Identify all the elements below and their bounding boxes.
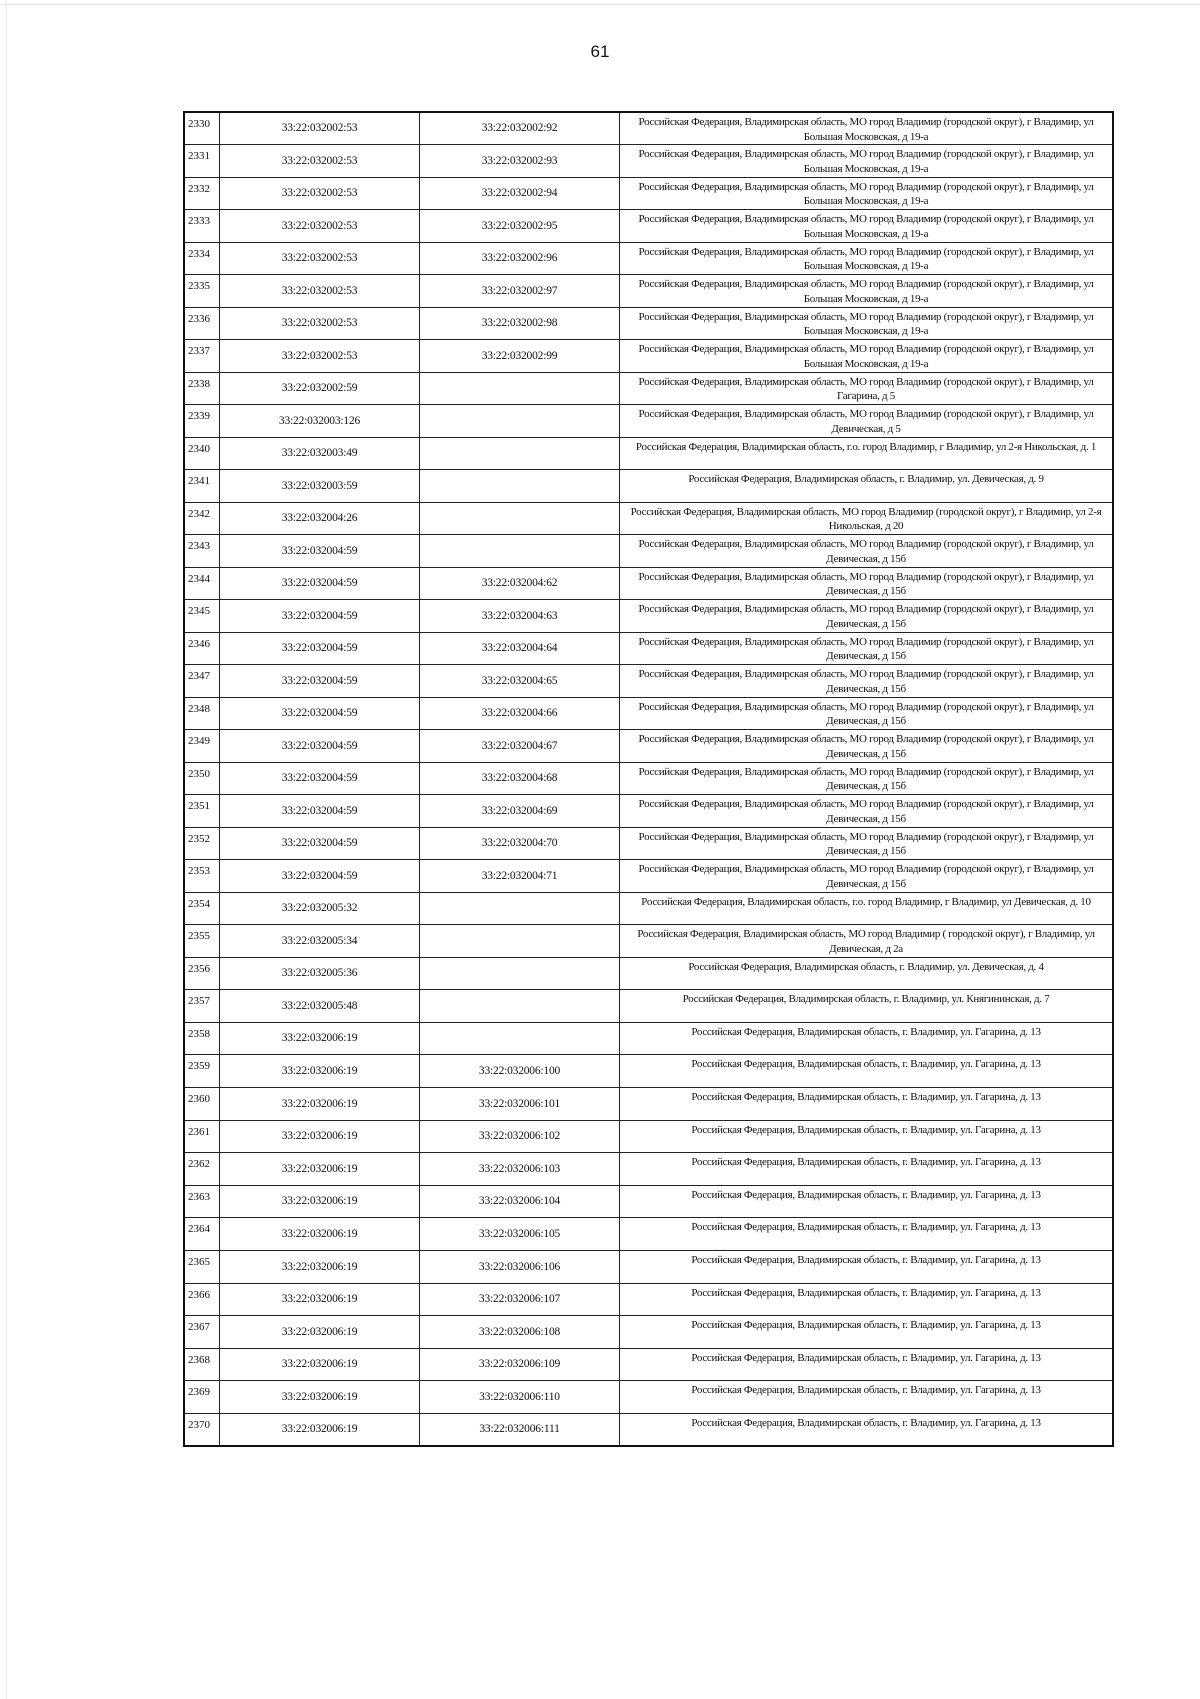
sub-object-number-cell [420,957,620,990]
table-row [184,990,1113,1023]
table-row [184,1022,1113,1055]
table-row [184,730,1113,763]
table-row [184,795,1113,828]
address-cell: Российская Федерация, Владимирская область, МО город Владимир (городской округ), г Владимир, ул Девическая, д 15б [620,697,1114,730]
sub-object-number-cell: 33:22:032004:63 [420,600,620,633]
address-cell: Российская Федерация, Владимирская область, г. Владимир, ул. Гагарина, д. 13 [620,1120,1114,1153]
table-row [184,567,1113,600]
sub-object-number-cell: 33:22:032004:69 [420,795,620,828]
scan-edge-top [0,4,1200,5]
sub-object-number-cell: 33:22:032002:93 [420,145,620,178]
cadastral-number-cell: 33:22:032006:19 [220,1348,420,1381]
cadastral-number-cell: 33:22:032004:59 [220,535,420,568]
row-number-cell: 2340 [184,437,220,470]
address-cell: Российская Федерация, Владимирская область, МО город Владимир (городской округ), г Владимир, ул Девическая, д 15б [620,730,1114,763]
cadastral-number-cell: 33:22:032004:59 [220,600,420,633]
sub-object-number-cell: 33:22:032006:109 [420,1348,620,1381]
cadastral-number-cell: 33:22:032006:19 [220,1316,420,1349]
address-cell: Российская Федерация, Владимирская область, г. Владимир, ул. Девическая, д. 4 [620,957,1114,990]
table-row [184,632,1113,665]
address-cell: Российская Федерация, Владимирская область, МО город Владимир (городской округ), г Владимир, ул Девическая, д 15б [620,860,1114,893]
row-number-cell: 2343 [184,535,220,568]
cadastral-number-cell: 33:22:032006:19 [220,1022,420,1055]
cadastral-number-cell: 33:22:032002:53 [220,112,420,145]
address-cell: Российская Федерация, Владимирская область, МО город Владимир (городской округ), г Владимир, ул Большая Московская, д 19-а [620,112,1114,145]
row-number-cell: 2336 [184,307,220,340]
table-row [184,535,1113,568]
sub-object-number-cell: 33:22:032004:68 [420,762,620,795]
row-number-cell: 2364 [184,1218,220,1251]
cadastral-number-cell: 33:22:032006:19 [220,1414,420,1447]
table-row [184,210,1113,243]
address-cell: Российская Федерация, Владимирская область, г. Владимир, ул. Гагарина, д. 13 [620,1414,1114,1447]
sub-object-number-cell: 33:22:032002:97 [420,275,620,308]
row-number-cell: 2362 [184,1153,220,1186]
address-cell: Российская Федерация, Владимирская область, г. Владимир, ул. Гагарина, д. 13 [620,1185,1114,1218]
row-number-cell: 2341 [184,470,220,503]
table-row [184,892,1113,925]
address-cell: Российская Федерация, Владимирская область, МО город Владимир (городской округ), г Владимир, ул Девическая, д 15б [620,665,1114,698]
address-cell: Российская Федерация, Владимирская область, МО город Владимир (городской округ), г Владимир, ул Большая Московская, д 19-а [620,145,1114,178]
table-row [184,600,1113,633]
cadastral-number-cell: 33:22:032004:59 [220,827,420,860]
cadastral-number-cell: 33:22:032002:53 [220,275,420,308]
sub-object-number-cell [420,535,620,568]
table-row [184,405,1113,438]
sub-object-number-cell [420,990,620,1023]
address-cell: Российская Федерация, Владимирская область, МО город Владимир (городской округ), г Владимир, ул Большая Московская, д 19-а [620,275,1114,308]
table-row [184,1088,1113,1121]
row-number-cell: 2338 [184,372,220,405]
cadastral-number-cell: 33:22:032004:59 [220,665,420,698]
address-cell: Российская Федерация, Владимирская область, г. Владимир, ул. Гагарина, д. 13 [620,1055,1114,1088]
table-row [184,1283,1113,1316]
row-number-cell: 2360 [184,1088,220,1121]
cadastral-number-cell: 33:22:032006:19 [220,1381,420,1414]
cadastral-number-cell: 33:22:032005:48 [220,990,420,1023]
cadastral-number-cell: 33:22:032004:59 [220,730,420,763]
row-number-cell: 2331 [184,145,220,178]
cadastral-number-cell: 33:22:032002:53 [220,242,420,275]
table-row [184,437,1113,470]
address-cell: Российская Федерация, Владимирская область, г. Владимир, ул. Гагарина, д. 13 [620,1153,1114,1186]
cadastral-number-cell: 33:22:032004:59 [220,567,420,600]
sub-object-number-cell: 33:22:032006:111 [420,1414,620,1447]
table-row [184,1251,1113,1284]
sub-object-number-cell: 33:22:032006:107 [420,1283,620,1316]
row-number-cell: 2337 [184,340,220,373]
table-row [184,860,1113,893]
scan-edge-left [6,0,7,1699]
sub-object-number-cell [420,372,620,405]
sub-object-number-cell: 33:22:032006:105 [420,1218,620,1251]
address-cell: Российская Федерация, Владимирская область, МО город Владимир (городской округ), г Владимир, ул Большая Московская, д 19-а [620,307,1114,340]
row-number-cell: 2332 [184,177,220,210]
cadastral-number-cell: 33:22:032002:53 [220,210,420,243]
registry-body [184,112,1113,1446]
table-row [184,145,1113,178]
sub-object-number-cell: 33:22:032004:71 [420,860,620,893]
table-row [184,340,1113,373]
cadastral-number-cell: 33:22:032006:19 [220,1218,420,1251]
row-number-cell: 2334 [184,242,220,275]
sub-object-number-cell: 33:22:032002:96 [420,242,620,275]
cadastral-number-cell: 33:22:032004:59 [220,697,420,730]
row-number-cell: 2339 [184,405,220,438]
sub-object-number-cell [420,925,620,958]
sub-object-number-cell: 33:22:032002:95 [420,210,620,243]
cadastral-number-cell: 33:22:032006:19 [220,1088,420,1121]
page-number: 61 [590,42,610,61]
sub-object-number-cell [420,437,620,470]
address-cell: Российская Федерация, Владимирская область, МО город Владимир (городской округ), г Владимир, ул Девическая, д 15б [620,567,1114,600]
address-cell: Российская Федерация, Владимирская область, МО город Владимир (городской округ), г Владимир, ул Девическая, д 5 [620,405,1114,438]
cadastral-number-cell: 33:22:032002:53 [220,177,420,210]
sub-object-number-cell: 33:22:032004:70 [420,827,620,860]
cadastral-number-cell: 33:22:032004:59 [220,632,420,665]
sub-object-number-cell [420,470,620,503]
row-number-cell: 2363 [184,1185,220,1218]
row-number-cell: 2345 [184,600,220,633]
cadastral-number-cell: 33:22:032005:34 [220,925,420,958]
address-cell: Российская Федерация, Владимирская область, г. Владимир, ул. Девическая, д. 9 [620,470,1114,503]
table-row [184,697,1113,730]
table-row [184,502,1113,535]
cadastral-number-cell: 33:22:032004:26 [220,502,420,535]
sub-object-number-cell: 33:22:032002:94 [420,177,620,210]
row-number-cell: 2352 [184,827,220,860]
sub-object-number-cell: 33:22:032006:101 [420,1088,620,1121]
table-row [184,372,1113,405]
table-row [184,1218,1113,1251]
address-cell: Российская Федерация, Владимирская область, МО город Владимир (городской округ), г Владимир, ул Девическая, д 15б [620,535,1114,568]
address-cell: Российская Федерация, Владимирская область, МО город Владимир (городской округ), г Владимир, ул 2-я Никольская, д 20 [620,502,1114,535]
cadastral-number-cell: 33:22:032006:19 [220,1251,420,1284]
cadastral-number-cell: 33:22:032004:59 [220,795,420,828]
address-cell: Российская Федерация, Владимирская область, г. Владимир, ул. Гагарина, д. 13 [620,1218,1114,1251]
sub-object-number-cell [420,892,620,925]
cadastral-number-cell: 33:22:032002:53 [220,307,420,340]
sub-object-number-cell: 33:22:032004:66 [420,697,620,730]
sub-object-number-cell: 33:22:032004:67 [420,730,620,763]
table-row [184,1185,1113,1218]
address-cell: Российская Федерация, Владимирская область, МО город Владимир (городской округ), г Владимир, ул Девическая, д 15б [620,795,1114,828]
address-cell: Российская Федерация, Владимирская область, МО город Владимир (городской округ), г Владимир, ул Девическая, д 15б [620,600,1114,633]
sub-object-number-cell [420,502,620,535]
row-number-cell: 2370 [184,1414,220,1447]
row-number-cell: 2333 [184,210,220,243]
table-row [184,925,1113,958]
address-cell: Российская Федерация, Владимирская область, МО город Владимир (городской округ), г Владимир, ул Большая Московская, д 19-а [620,177,1114,210]
cadastral-number-cell: 33:22:032006:19 [220,1055,420,1088]
row-number-cell: 2358 [184,1022,220,1055]
row-number-cell: 2346 [184,632,220,665]
table-row [184,1316,1113,1349]
address-cell: Российская Федерация, Владимирская область, г. Владимир, ул. Гагарина, д. 13 [620,1251,1114,1284]
table-row [184,1055,1113,1088]
row-number-cell: 2357 [184,990,220,1023]
sub-object-number-cell: 33:22:032006:106 [420,1251,620,1284]
sub-object-number-cell [420,405,620,438]
row-number-cell: 2369 [184,1381,220,1414]
address-cell: Российская Федерация, Владимирская область, МО город Владимир (городской округ), г Владимир, ул Большая Московская, д 19-а [620,340,1114,373]
row-number-cell: 2330 [184,112,220,145]
sub-object-number-cell: 33:22:032002:99 [420,340,620,373]
sub-object-number-cell: 33:22:032006:102 [420,1120,620,1153]
address-cell: Российская Федерация, Владимирская область, г.о. город Владимир, г Владимир, ул 2-я Никольская, д. 1 [620,437,1114,470]
address-cell: Российская Федерация, Владимирская область, г. Владимир, ул. Гагарина, д. 13 [620,1348,1114,1381]
address-cell: Российская Федерация, Владимирская область, г. Владимир, ул. Гагарина, д. 13 [620,1283,1114,1316]
address-cell: Российская Федерация, Владимирская область, г.о. город Владимир, г Владимир, ул Девическая, д. 10 [620,892,1114,925]
sub-object-number-cell: 33:22:032006:100 [420,1055,620,1088]
row-number-cell: 2348 [184,697,220,730]
row-number-cell: 2367 [184,1316,220,1349]
address-cell: Российская Федерация, Владимирская область, МО город Владимир (городской округ), г Владимир, ул Девическая, д 15б [620,762,1114,795]
sub-object-number-cell: 33:22:032004:65 [420,665,620,698]
row-number-cell: 2335 [184,275,220,308]
row-number-cell: 2354 [184,892,220,925]
sub-object-number-cell: 33:22:032004:62 [420,567,620,600]
cadastral-number-cell: 33:22:032002:59 [220,372,420,405]
row-number-cell: 2353 [184,860,220,893]
row-number-cell: 2356 [184,957,220,990]
cadastral-number-cell: 33:22:032006:19 [220,1120,420,1153]
cadastral-number-cell: 33:22:032006:19 [220,1283,420,1316]
row-number-cell: 2359 [184,1055,220,1088]
row-number-cell: 2365 [184,1251,220,1284]
sub-object-number-cell: 33:22:032006:110 [420,1381,620,1414]
sub-object-number-cell: 33:22:032002:98 [420,307,620,340]
row-number-cell: 2342 [184,502,220,535]
property-registry-table [183,111,1114,1447]
table-row [184,665,1113,698]
sub-object-number-cell: 33:22:032004:64 [420,632,620,665]
cadastral-number-cell: 33:22:032004:59 [220,762,420,795]
row-number-cell: 2344 [184,567,220,600]
cadastral-number-cell: 33:22:032003:126 [220,405,420,438]
address-cell: Российская Федерация, Владимирская область, г. Владимир, ул. Гагарина, д. 13 [620,1022,1114,1055]
sub-object-number-cell: 33:22:032006:103 [420,1153,620,1186]
sub-object-number-cell: 33:22:032006:108 [420,1316,620,1349]
cadastral-number-cell: 33:22:032005:36 [220,957,420,990]
cadastral-number-cell: 33:22:032006:19 [220,1153,420,1186]
table-row [184,1414,1113,1447]
address-cell: Российская Федерация, Владимирская область, МО город Владимир (городской округ), г Владимир, ул Гагарина, д 5 [620,372,1114,405]
row-number-cell: 2368 [184,1348,220,1381]
cadastral-number-cell: 33:22:032003:49 [220,437,420,470]
row-number-cell: 2349 [184,730,220,763]
cadastral-number-cell: 33:22:032004:59 [220,860,420,893]
cadastral-number-cell: 33:22:032005:32 [220,892,420,925]
address-cell: Российская Федерация, Владимирская область, МО город Владимир (городской округ), г Владимир, ул Большая Московская, д 19-а [620,242,1114,275]
table-row [184,957,1113,990]
table-row [184,112,1113,145]
table-row [184,1348,1113,1381]
table-row [184,275,1113,308]
table-row [184,1381,1113,1414]
row-number-cell: 2351 [184,795,220,828]
row-number-cell: 2366 [184,1283,220,1316]
cadastral-number-cell: 33:22:032003:59 [220,470,420,503]
table-row [184,1153,1113,1186]
cadastral-number-cell: 33:22:032002:53 [220,340,420,373]
sub-object-number-cell [420,1022,620,1055]
cadastral-number-cell: 33:22:032006:19 [220,1185,420,1218]
row-number-cell: 2347 [184,665,220,698]
table-row [184,762,1113,795]
address-cell: Российская Федерация, Владимирская область, г. Владимир, ул. Гагарина, д. 13 [620,1088,1114,1121]
address-cell: Российская Федерация, Владимирская область, г. Владимир, ул. Гагарина, д. 13 [620,1381,1114,1414]
sub-object-number-cell: 33:22:032002:92 [420,112,620,145]
table-row [184,242,1113,275]
table-row [184,177,1113,210]
address-cell: Российская Федерация, Владимирская область, г. Владимир, ул. Княгининская, д. 7 [620,990,1114,1023]
address-cell: Российская Федерация, Владимирская область, МО город Владимир (городской округ), г Владимир, ул Девическая, д 15б [620,827,1114,860]
table-row [184,1120,1113,1153]
row-number-cell: 2355 [184,925,220,958]
address-cell: Российская Федерация, Владимирская область, г. Владимир, ул. Гагарина, д. 13 [620,1316,1114,1349]
table-row [184,470,1113,503]
cadastral-number-cell: 33:22:032002:53 [220,145,420,178]
table-row [184,307,1113,340]
sub-object-number-cell: 33:22:032006:104 [420,1185,620,1218]
table-row [184,827,1113,860]
address-cell: Российская Федерация, Владимирская область, МО город Владимир ( городской округ), г Владимир, ул Девическая, д 2а [620,925,1114,958]
address-cell: Российская Федерация, Владимирская область, МО город Владимир (городской округ), г Владимир, ул Большая Московская, д 19-а [620,210,1114,243]
row-number-cell: 2361 [184,1120,220,1153]
address-cell: Российская Федерация, Владимирская область, МО город Владимир (городской округ), г Владимир, ул Девическая, д 15б [620,632,1114,665]
row-number-cell: 2350 [184,762,220,795]
